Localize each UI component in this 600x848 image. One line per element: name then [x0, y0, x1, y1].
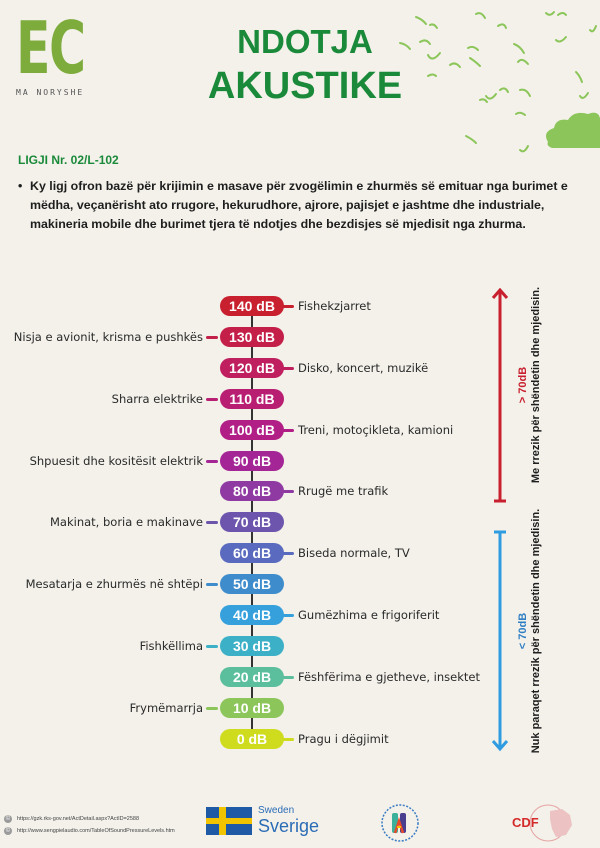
connector-line — [206, 460, 218, 463]
decibel-pill: 110 dB — [220, 389, 284, 409]
decibel-pill: 40 dB — [220, 605, 284, 625]
decibel-pill: 140 dB — [220, 296, 284, 316]
high-range-arrow — [490, 288, 510, 504]
scale-row — [0, 358, 480, 378]
cdf-label: CDF — [512, 815, 539, 830]
sound-source-label: Treni, motoçikleta, kamioni — [298, 422, 454, 437]
decibel-pill: 90 dB — [220, 451, 284, 471]
connector-line — [206, 521, 218, 524]
sound-source-label: Shpuesit dhe kositësit elektrik — [29, 453, 203, 468]
reference-item — [4, 825, 175, 837]
scale-row — [0, 667, 480, 687]
scale-row — [0, 296, 480, 316]
scale-row — [0, 451, 480, 471]
scale-row — [0, 327, 480, 347]
double-arrow-down-icon — [490, 530, 510, 752]
sound-source-label: Fishkëllima — [139, 638, 203, 653]
double-arrow-up-icon — [490, 288, 510, 504]
scale-row — [0, 420, 480, 440]
sound-source-label: Disko, koncert, muzikë — [298, 360, 429, 375]
scale-row — [0, 698, 480, 718]
title-line-2: AKUSTIKE — [207, 65, 403, 107]
bullet-icon: • — [18, 179, 23, 193]
scale-row — [0, 574, 480, 594]
connector-line — [206, 398, 218, 401]
sweden-wordmark — [258, 806, 319, 835]
cdf-logo-icon — [510, 803, 580, 843]
decibel-pill: 70 dB — [220, 512, 284, 532]
scale-row — [0, 512, 480, 532]
reference-link[interactable]: http://www.sengpielaudio.com/TableOfSoundPressureLevels.htm — [17, 828, 175, 834]
sound-source-label: Fëshfërima e gjetheve, insektet — [298, 669, 480, 684]
sound-source-label: Sharra elektrike — [111, 391, 203, 406]
sweden-small: Sweden — [258, 805, 295, 816]
low-range-arrow — [490, 530, 510, 752]
sound-source-label: Biseda normale, TV — [298, 546, 410, 561]
scale-row — [0, 389, 480, 409]
low-message: Nuk paraqet rrezik për shëndetin dhe mjedisin. — [530, 508, 542, 754]
ec-logo — [16, 6, 88, 97]
sound-source-label: Fishekzjarret — [298, 299, 371, 313]
sound-source-label: Makinat, boria e makinave — [50, 515, 203, 530]
reference-link[interactable]: https://gzk.rks-gov.net/ActDetail.aspx?ActID=2588 — [17, 816, 140, 822]
logo-subtitle: MA NORYSHE — [16, 88, 85, 97]
low-threshold: < 70dB — [517, 612, 529, 650]
reference-item — [4, 813, 175, 825]
scale-row — [0, 481, 480, 501]
references — [4, 813, 175, 837]
logo-mark: EC — [16, 6, 85, 90]
scale-row — [0, 605, 480, 625]
law-description-text: Ky ligj ofron bazë për krijimin e masave për zvogëlimin e zhurmës së emituar nga burimet e mëdha, veçanërisht ato rrugore, hekurudhore, ajrore, pajisjet e jashtme dhe industriale, makineria mobile dhe burimet tjera të ndotjes dhe bezdisjes së mjedisit nga zhurma. — [30, 179, 568, 231]
sound-source-label: Rrugë me trafik — [298, 484, 389, 499]
decibel-pill: 50 dB — [220, 574, 284, 594]
decibel-pill: 120 dB — [220, 358, 284, 378]
sound-source-label: Mesatarja e zhurmës në shtëpi — [25, 577, 203, 592]
law-reference: LIGJI Nr. 02/L-102 — [18, 153, 119, 167]
sound-source-label: Frymëmarrja — [129, 700, 203, 715]
decibel-pill: 0 dB — [220, 729, 284, 749]
sweden-logo — [206, 806, 319, 835]
sound-source-label: Nisja e avionit, krisma e pushkës — [13, 329, 203, 344]
high-message: Me rrezik për shëndetin dhe mjedisin. — [530, 286, 542, 484]
scale-row — [0, 636, 480, 656]
title-line-1: NDOTJA — [237, 23, 373, 60]
high-threshold: > 70dB — [517, 366, 529, 404]
sound-source-label: Gumëzhima e frigoriferit — [298, 608, 440, 622]
decibel-pill: 100 dB — [220, 420, 284, 440]
law-description — [18, 177, 598, 234]
connector-line — [206, 707, 218, 710]
copyright-icon: © — [5, 816, 11, 822]
high-range-text — [517, 255, 543, 515]
decibel-pill: 60 dB — [220, 543, 284, 563]
sound-source-label: Pragu i dëgjimit — [298, 731, 389, 746]
scale-row — [0, 729, 480, 749]
copyright-icon: © — [5, 828, 11, 834]
swedish-flag-icon — [206, 807, 252, 835]
connector-line — [206, 336, 218, 339]
cloud-icon — [544, 112, 600, 148]
decibel-pill: 20 dB — [220, 667, 284, 687]
sweden-large: Sverige — [258, 816, 320, 836]
ngo-logo-icon — [378, 803, 422, 843]
decibel-pill: 80 dB — [220, 481, 284, 501]
scale-row — [0, 543, 480, 563]
low-range-text — [517, 501, 543, 761]
decibel-pill: 30 dB — [220, 636, 284, 656]
decibel-pill: 10 dB — [220, 698, 284, 718]
connector-line — [206, 645, 218, 648]
connector-line — [206, 583, 218, 586]
decibel-pill: 130 dB — [220, 327, 284, 347]
